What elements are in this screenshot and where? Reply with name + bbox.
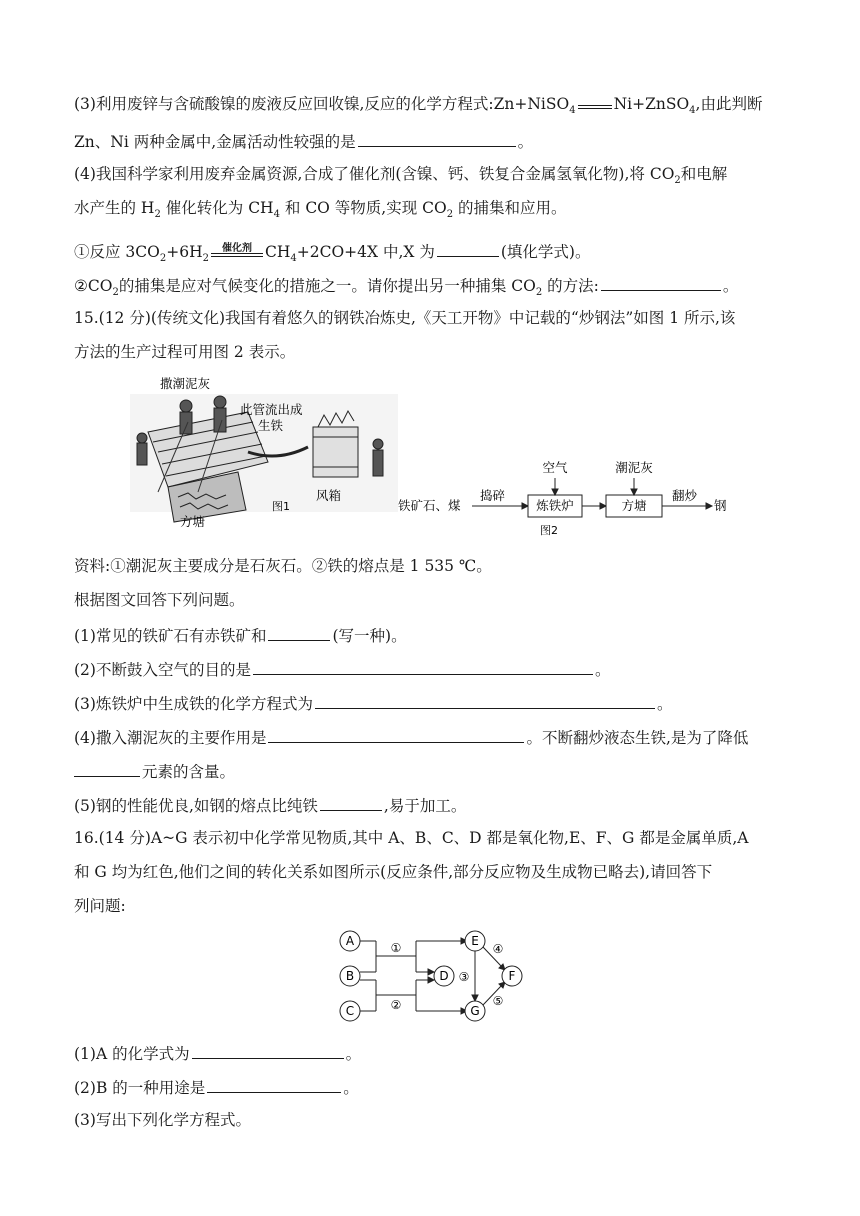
reaction-1-label: ①	[390, 941, 402, 955]
node-B: B	[345, 969, 355, 983]
answer-blank[interactable]	[253, 658, 593, 675]
answer-blank[interactable]	[207, 1076, 341, 1093]
q15-info: 资料:①潮泥灰主要成分是石灰石。②铁的熔点是 1 535 ℃。	[74, 557, 492, 575]
node-A: A	[345, 934, 355, 948]
fig2-step1: 捣碎	[480, 488, 506, 503]
node-F: F	[508, 969, 516, 983]
answer-blank[interactable]	[315, 692, 655, 709]
reaction-4-label: ④	[492, 942, 504, 956]
q15-heading-line2: 方法的生产过程可用图 2 表示。	[74, 343, 296, 361]
q14-part3-line2: Zn、Ni 两种金属中,金属活动性较强的是 。	[74, 130, 533, 152]
q14-part3-line1: (3)利用废锌与含硫酸镍的废液反应回收镍,反应的化学方程式:Zn+NiSO$_4$ Ni+ZnSO$_4$,由此判断	[74, 95, 763, 117]
fig2-output: 钢	[714, 498, 727, 513]
answer-blank[interactable]	[268, 726, 524, 743]
q16-heading-line1: 16.(14 分)A~G 表示初中化学常见物质,其中 A、B、C、D 都是氧化物,E、F、G 都是金属单质,A	[74, 829, 749, 847]
fig1-label-pipe2: 生铁	[258, 418, 284, 433]
q16-conversion-diagram	[330, 925, 530, 1030]
q15-question2: (2)不断鼓入空气的目的是 。	[74, 658, 610, 680]
q15-question4-line1: (4)撒入潮泥灰的主要作用是 。不断翻炒液态生铁,是为了降低	[74, 726, 748, 748]
q15-question4-line2: 元素的含量。	[74, 760, 235, 782]
fig1-label-pond: 方塘	[180, 514, 206, 529]
reaction-5-label: ⑤	[492, 994, 504, 1008]
answer-blank[interactable]	[268, 624, 330, 641]
fig2-box2: 方塘	[621, 498, 647, 513]
fig1-caption: 图1	[272, 500, 290, 513]
answer-blank[interactable]	[601, 274, 721, 291]
fig1-label-box: 风箱	[316, 488, 342, 503]
fig1-label-pipe1: 此管流出成	[240, 402, 303, 417]
q15-figures	[128, 372, 728, 542]
q16-heading-line2: 和 G 均为红色,他们之间的转化关系如图所示(反应条件,部分反应物及生成物已略去),请回答下	[74, 863, 713, 881]
q16-heading-line3: 列问题:	[74, 897, 126, 915]
catalyst-equals-sign: 催化剂	[211, 253, 263, 257]
node-D: D	[439, 969, 449, 983]
q16-question1: (1)A 的化学式为 。	[74, 1042, 361, 1064]
bellows-worker	[373, 439, 383, 476]
q14-reaction-2: $②CO_2$的捕集是应对气候变化的措施之一。请你提出另一种捕集 $CO_2$ 的方法: 。	[74, 274, 738, 296]
fig1-label-top: 撒潮泥灰	[160, 376, 211, 391]
fig2-step2: 翻炒	[672, 488, 698, 503]
q15-question5: (5)钢的性能优良,如钢的熔点比纯铁 ,易于加工。	[74, 794, 466, 816]
q15-question3: (3)炼铁炉中生成铁的化学方程式为 。	[74, 692, 672, 714]
fig2-caption: 图2	[540, 524, 558, 537]
q14-part4-line2: 水产生的 $H_2$ 催化转化为 $CH_4$ 和 CO 等物质,实现 $CO_2$ 的捕集和应用。	[74, 199, 567, 221]
equals-sign	[578, 105, 612, 109]
answer-blank[interactable]	[437, 240, 499, 257]
node-E: E	[471, 934, 479, 948]
fig2-box1: 炼铁炉	[536, 498, 574, 513]
q14-reaction-1: ①反应 $3CO_2+6H_2$ 催化剂 $CH_4+2CO+4X$ 中,X 为 (填化学式)。	[74, 240, 590, 262]
q16-question2: (2)B 的一种用途是 。	[74, 1076, 359, 1098]
q15-instruction: 根据图文回答下列问题。	[74, 591, 245, 609]
answer-blank[interactable]	[358, 130, 516, 147]
answer-blank[interactable]	[192, 1042, 344, 1059]
node-C: C	[345, 1004, 355, 1018]
node-G: G	[470, 1004, 480, 1018]
answer-blank[interactable]	[320, 794, 382, 811]
q14-part4-line1: (4)我国科学家利用废弃金属资源,合成了催化剂(含镍、钙、铁复合金属氢氧化物),将 $CO_2$和电解	[74, 165, 728, 187]
fig2-input: 铁矿石、煤	[398, 498, 461, 513]
fig2-ash: 潮泥灰	[615, 460, 653, 475]
q15-heading-line1: 15.(12 分)(传统文化)我国有着悠久的钢铁冶炼史,《天工开物》中记载的“炒钢法”如图 1 所示,该	[74, 309, 736, 327]
reaction-3-label: ③	[458, 970, 470, 984]
answer-blank[interactable]	[74, 760, 140, 777]
reaction-2-label: ②	[390, 998, 402, 1012]
fig2-air: 空气	[542, 460, 568, 475]
q16-question3: (3)写出下列化学方程式。	[74, 1111, 251, 1129]
q15-question1: (1)常见的铁矿石有赤铁矿和 (写一种)。	[74, 624, 407, 646]
